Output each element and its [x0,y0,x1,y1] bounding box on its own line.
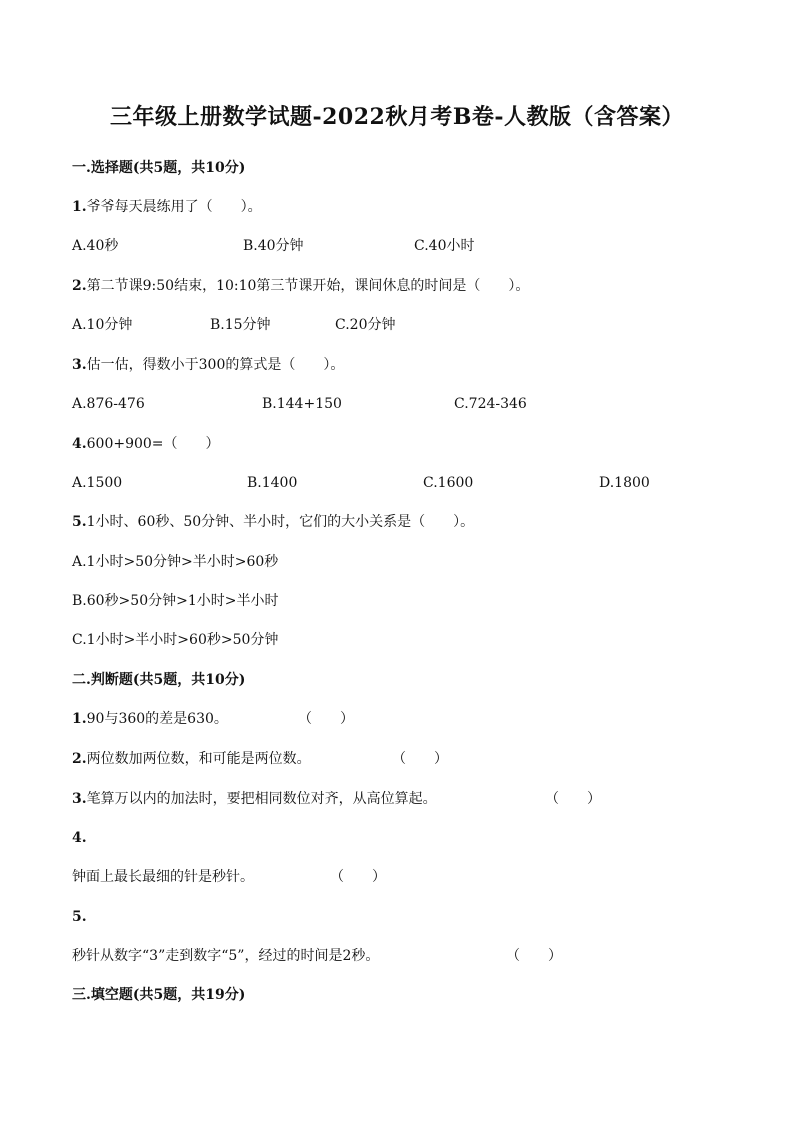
question-number: 5. [72,909,87,925]
option-c: C.40小时 [414,238,475,254]
question-text: 1小时、60秒、50分钟、半小时，它们的大小关系是（ ）。 [86,514,475,530]
question-number: 2. [72,751,87,767]
question-1 [72,197,262,217]
option-a: A.1小时>50分钟>半小时>60秒 [72,554,279,570]
option-d: D.1800 [599,475,650,491]
question-text: 笔算万以内的加法时，要把相同数位对齐，从高位算起。 [86,791,437,807]
option-b: B.40分钟 [243,238,304,254]
option-b: B.144+150 [262,396,342,412]
option-a: A.40秒 [72,238,119,254]
section-header-judgement: 二.判断题(共5题，共10分) [72,672,246,688]
question-text: 90与360的差是630。 [86,711,228,727]
answer-blank: （ ） [392,751,448,767]
section-header-choice: 一.选择题(共5题，共10分) [72,160,246,176]
answer-blank: （ ） [298,711,354,727]
question-number: 2. [72,278,87,294]
question-text: 秒针从数字“3”走到数字“5”，经过的时间是2秒。 [72,948,380,964]
question-text: 两位数加两位数，和可能是两位数。 [86,751,311,767]
option-c: C.1小时>半小时>60秒>50分钟 [72,632,279,648]
question-number: 4. [72,830,87,846]
answer-blank: （ ） [506,948,562,964]
option-c: C.724-346 [454,396,527,412]
question-4 [72,434,220,454]
option-b: B.1400 [247,475,298,491]
tf-question-1 [72,709,228,729]
question-text: 第二节课9:50结束，10:10第三节课开始，课间休息的时间是（ ）。 [86,278,530,294]
question-3 [72,355,344,375]
option-a: A.1500 [72,475,123,491]
option-c: C.20分钟 [335,317,396,333]
question-number: 4. [72,436,87,452]
tf-question-2 [72,749,311,769]
answer-blank: （ ） [330,869,386,885]
answer-blank: （ ） [545,791,601,807]
question-2 [72,276,529,296]
option-a: A.876-476 [72,396,145,412]
option-c: C.1600 [423,475,474,491]
option-a: A.10分钟 [72,317,133,333]
page-title: 三年级上册数学试题-2022秋月考B卷-人教版（含答案） [109,104,685,130]
question-text: 爷爷每天晨练用了（ ）。 [86,199,262,215]
question-5 [72,512,474,532]
section-header-fill-in: 三.填空题(共5题，共19分) [72,987,246,1003]
question-number: 1. [72,711,87,727]
question-text: 钟面上最长最细的针是秒针。 [72,869,254,885]
question-number: 3. [72,791,87,807]
question-number: 3. [72,357,87,373]
option-b: B.15分钟 [210,317,271,333]
question-text: 600+900=（ ） [86,436,220,452]
question-text: 估一估，得数小于300的算式是（ ）。 [86,357,345,373]
option-b: B.60秒>50分钟>1小时>半小时 [72,593,279,609]
tf-question-3 [72,789,437,809]
question-number: 5. [72,514,87,530]
question-number: 1. [72,199,87,215]
